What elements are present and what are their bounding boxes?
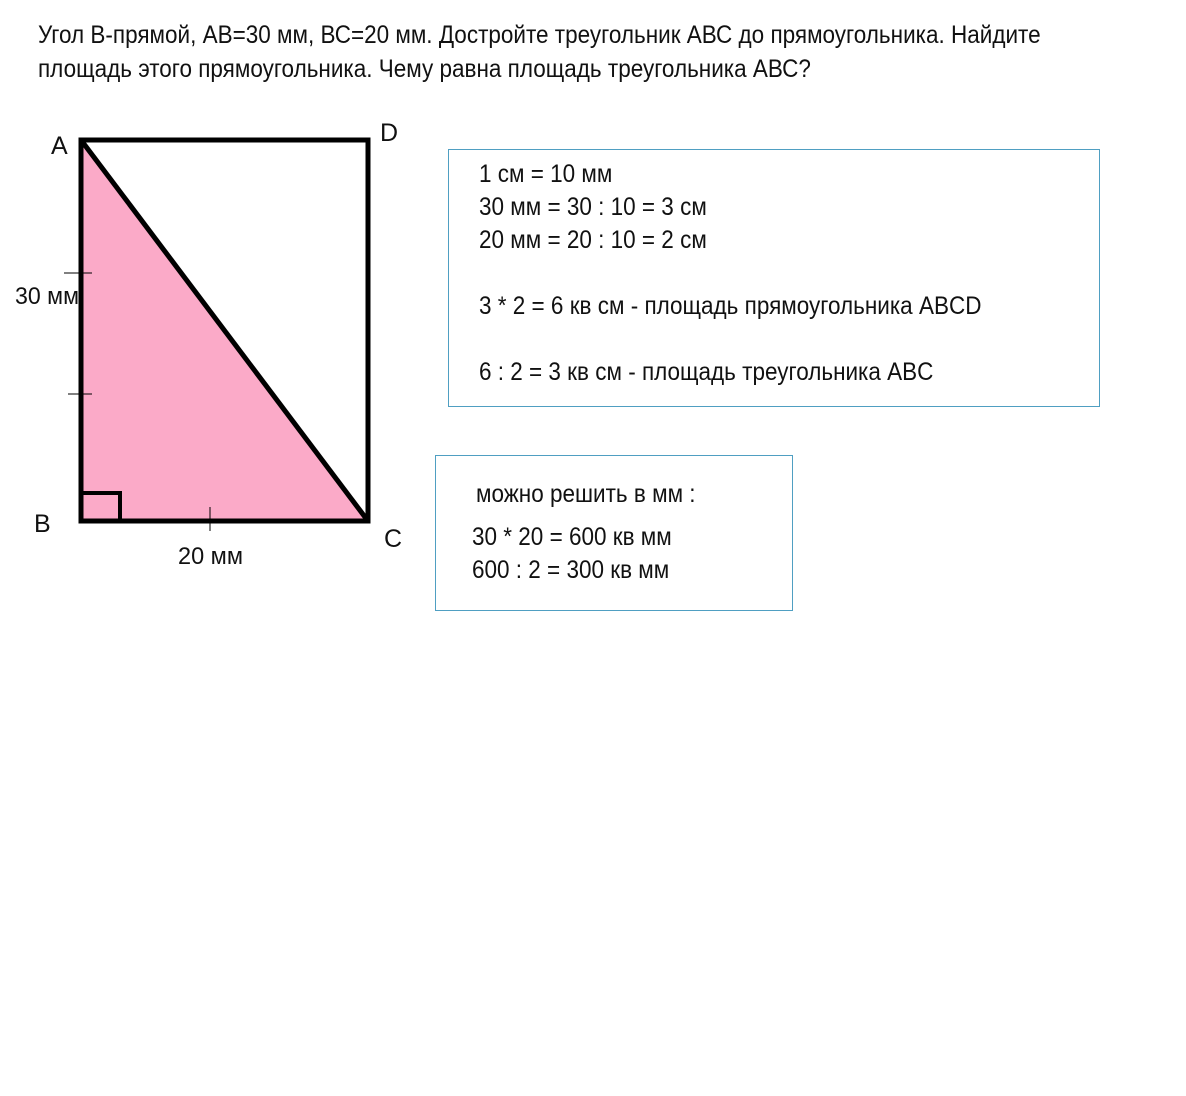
side-bc-length-label: 20 мм xyxy=(178,543,243,570)
problem-line-2: площадь этого прямоугольника. Чему равна площадь треугольника АВС? xyxy=(38,55,811,83)
side-ab-length-label: 30 мм xyxy=(15,283,79,310)
problem-line-1: Угол В-прямой, АВ=30 мм, ВС=20 мм. Достройте треугольник АВС до прямоугольника. Найдите xyxy=(38,21,1041,49)
solution-heading: можно решить в мм : xyxy=(476,480,696,508)
solution-line: 30 * 20 = 600 кв мм xyxy=(472,523,672,551)
solution-line: 600 : 2 = 300 кв мм xyxy=(472,556,670,584)
rectangle-area-line: 3 * 2 = 6 кв см - площадь прямоугольника ABCD xyxy=(479,292,982,320)
solution-box-millimeters xyxy=(435,455,793,611)
vertex-label-b: B xyxy=(34,510,51,538)
solution-box-centimeters xyxy=(448,149,1100,407)
vertex-label-a: A xyxy=(51,132,68,160)
solution-line: 1 см = 10 мм xyxy=(479,160,613,188)
solution-line: 30 мм = 30 : 10 = 3 см xyxy=(479,193,707,221)
triangle-area-line: 6 : 2 = 3 кв см - площадь треугольника ABC xyxy=(479,358,934,386)
vertex-label-d: D xyxy=(380,119,399,147)
solution-line: 20 мм = 20 : 10 = 2 см xyxy=(479,226,707,254)
vertex-label-c: C xyxy=(384,525,403,553)
